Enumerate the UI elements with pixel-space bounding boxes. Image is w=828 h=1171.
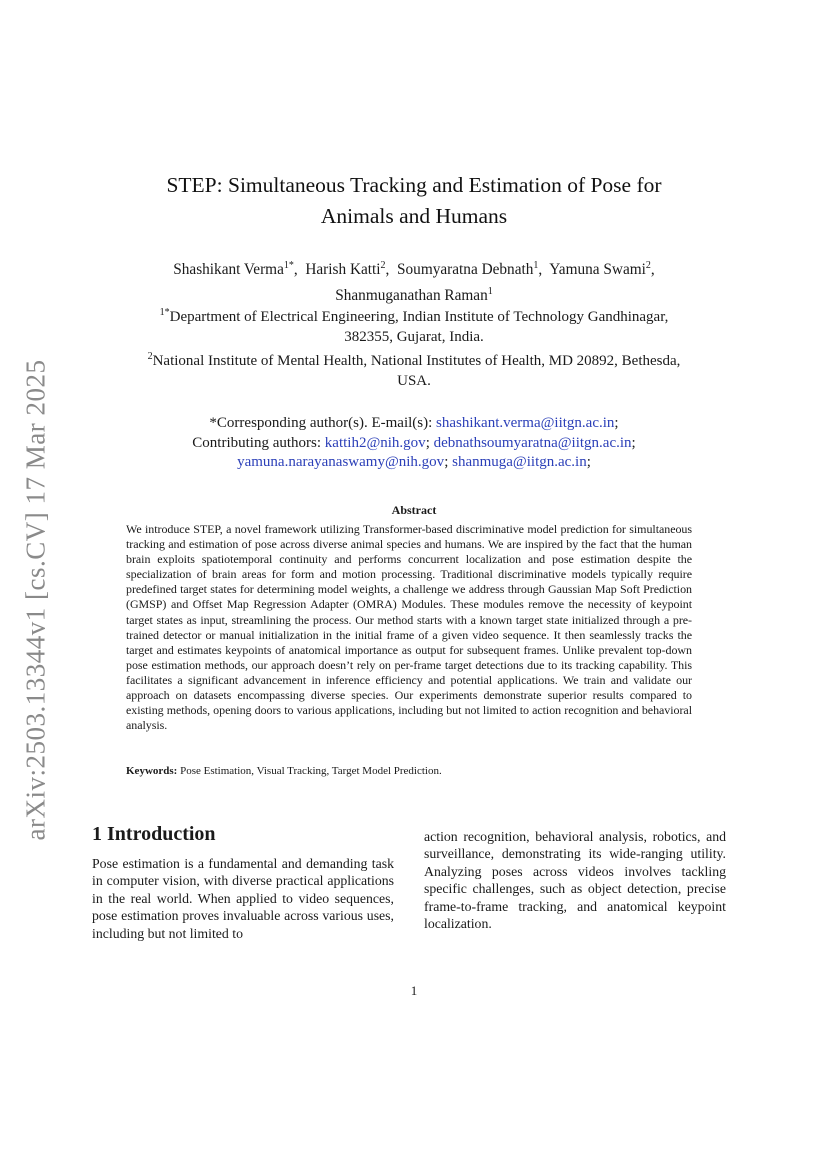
email-link[interactable]: yamuna.narayanaswamy@nih.gov [237,454,445,470]
intro-paragraph-right: action recognition, behavioral analysis, robotics, and surveillance, demonstrating its wide-ranging utility. Analyzing poses across videos involves tackling specific challenges, such as object detection, precise frame-to-frame tracking, and anatomical keypoint localization. [424,829,726,932]
affiliation-line: 382355, Gujarat, India. [344,329,484,345]
abstract-text: We introduce STEP, a novel framework utilizing Transformer-based discriminative model prediction for simultaneous tracking and estimation of pose across diverse animal species and humans. We are inspired by the fact that the human brain exploits spatiotemporal continuity and performs concurrent localization and pose estimation despite the specialization of brain areas for form and motion processing. Traditional discriminative models typically require predefined target states for determining model weights, a challenge we address through Gaussian Map Soft Prediction (GMSP) and Offset Map Regression Adapter (OMRA) Modules. These modules remove the necessity of keypoint target states as input, streamlining the process. Our method starts with a known target state initialized through a pre-trained detector or manual initialization in the initial frame of a given video sequence. It then seamlessly tracks the target and estimates keypoints of anatomical importance as output for subsequent frames. Unlike prevalent top-down pose estimation methods, our approach doesn’t rely on per-frame target detections due to its tracking capability. This facilitates a significant advancement in inference efficiency and potential applications. We train and validate our approach on datasets encompassing diverse species. Our experiments demonstrate superior results compared to existing methods, opening doors to various applications, including but not limited to action recognition and behavioral analysis. [126,522,692,733]
arxiv-identifier [6,350,66,850]
corresponding-label: *Corresponding author(s). E-mail(s): [209,415,433,431]
affiliation-line: National Institute of Mental Health, National Institutes of Health, MD 20892, Bethesda, [152,353,681,369]
email-link[interactable]: shanmuga@iitgn.ac.in [452,454,587,470]
title-line-2: Animals and Humans [320,204,508,228]
author-name: Shanmuganathan Raman [335,287,488,305]
affiliation-line: Department of Electrical Engineering, Indian Institute of Technology Gandhinagar, [169,309,669,325]
email-link[interactable]: debnathsoumyaratna@iitgn.ac.in [433,434,632,451]
author-sup: 1* [283,260,294,271]
author-sup: 1 [487,286,493,298]
contributing-label: Contributing authors: [192,434,322,451]
page-number: 1 [410,983,418,998]
author-name: Soumyaratna Debnath [397,261,534,279]
author-sup: 2 [380,260,386,271]
affiliation-sup: 1* [159,307,170,318]
affiliations [100,303,728,391]
keywords-text: Pose Estimation, Visual Tracking, Target Model Prediction. [180,765,442,777]
abstract-heading: Abstract [391,503,437,517]
keywords-label: Keywords: [126,765,178,777]
intro-paragraph-left: Pose estimation is a fundamental and demanding task in computer vision, with diverse practical applications in the real world. When applied to video sequences, pose estimation proves invaluable across various uses, including but not limited to [92,856,394,941]
author-sup: 1 [533,260,539,271]
section-heading: 1 Introduction [92,823,216,845]
author-name: Shashikant Verma [173,261,284,279]
email-link[interactable]: kattih2@nih.gov [324,434,426,451]
contact-info: *Corresponding author(s). E-mail(s): shashikant.verma@iitgn.ac.in; Contributing authors: kattih2@nih.gov; debnathsoumyaratna@iitgn.ac.in; yamuna.narayanaswamy@nih.gov; shanmuga@iitgn.ac.in; [192,415,636,470]
title-line-1: STEP: Simultaneous Tracking and Estimation of Pose for [166,173,662,197]
paper-title [120,170,708,232]
author-list: Shashikant Verma$^{1*}$, Harish Katti$^2$, Soumyaratna Debnath$^1$, Yamuna Swami$^2$, Shanmuganathan Raman$^1$ [173,260,655,305]
author-sup: 2 [645,260,651,271]
author-name: Harish Katti [305,261,381,279]
arxiv-identifier-text: arXiv:2503.13344v1 [cs.CV] 17 Mar 2025 [20,359,51,841]
affiliation-sup: 2 [147,351,153,362]
email-link[interactable]: shashikant.verma@iitgn.ac.in [436,415,615,431]
keywords [126,765,692,777]
author-name: Yamuna Swami [549,261,646,279]
affiliation-line: USA. [397,373,431,389]
